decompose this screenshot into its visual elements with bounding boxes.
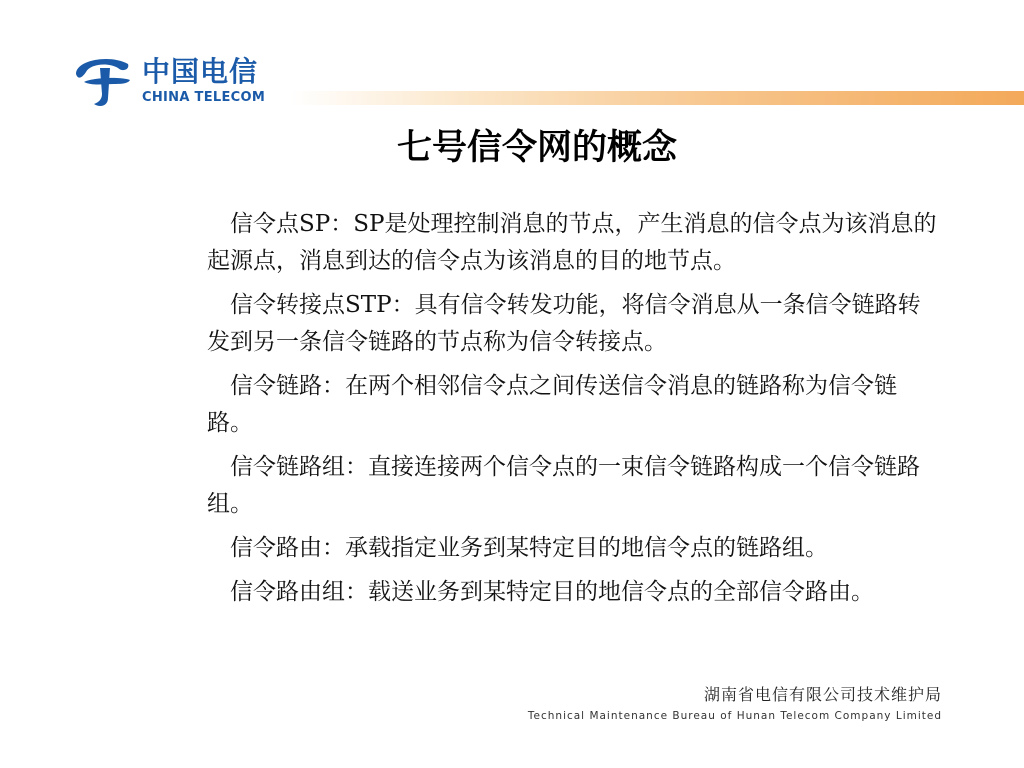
paragraph-signaling-point: 信令点SP：SP是处理控制消息的节点，产生消息的信令点为该消息的起源点，消息到达的信令点为该消息的目的地节点。 — [207, 211, 937, 274]
paragraph-signaling-route-set: 信令路由组：载送业务到某特定目的地信令点的全部信令路由。 — [230, 579, 874, 605]
page-title: 七号信令网的概念 — [396, 128, 677, 168]
footer-english-text: Technical Maintenance Bureau of Hunan Telecom Company Limited — [527, 710, 942, 722]
china-telecom-logo-icon — [70, 52, 134, 112]
paragraph-signaling-transfer-point: 信令转接点STP：具有信令转发功能，将信令消息从一条信令链路转发到另一条信令链路的节点称为信令转接点。 — [207, 292, 921, 355]
paragraph-signaling-route: 信令路由：承载指定业务到某特定目的地信令点的链路组。 — [230, 535, 828, 561]
paragraph-signaling-link-set: 信令链路组：直接连接两个信令点的一束信令链路构成一个信令链路组。 — [207, 454, 920, 517]
logo-english-text: CHINA TELECOM — [142, 90, 266, 105]
logo-chinese-text: 中国电信 — [142, 55, 259, 88]
footer-chinese-text: 湖南省电信有限公司技术维护局 — [703, 685, 942, 704]
paragraph-signaling-link: 信令链路：在两个相邻信令点之间传送信令消息的链路称为信令链路。 — [207, 373, 897, 436]
footer — [528, 684, 942, 724]
china-telecom-logo — [70, 52, 280, 114]
content-body — [207, 206, 937, 618]
header-gradient-bar — [290, 91, 1024, 105]
